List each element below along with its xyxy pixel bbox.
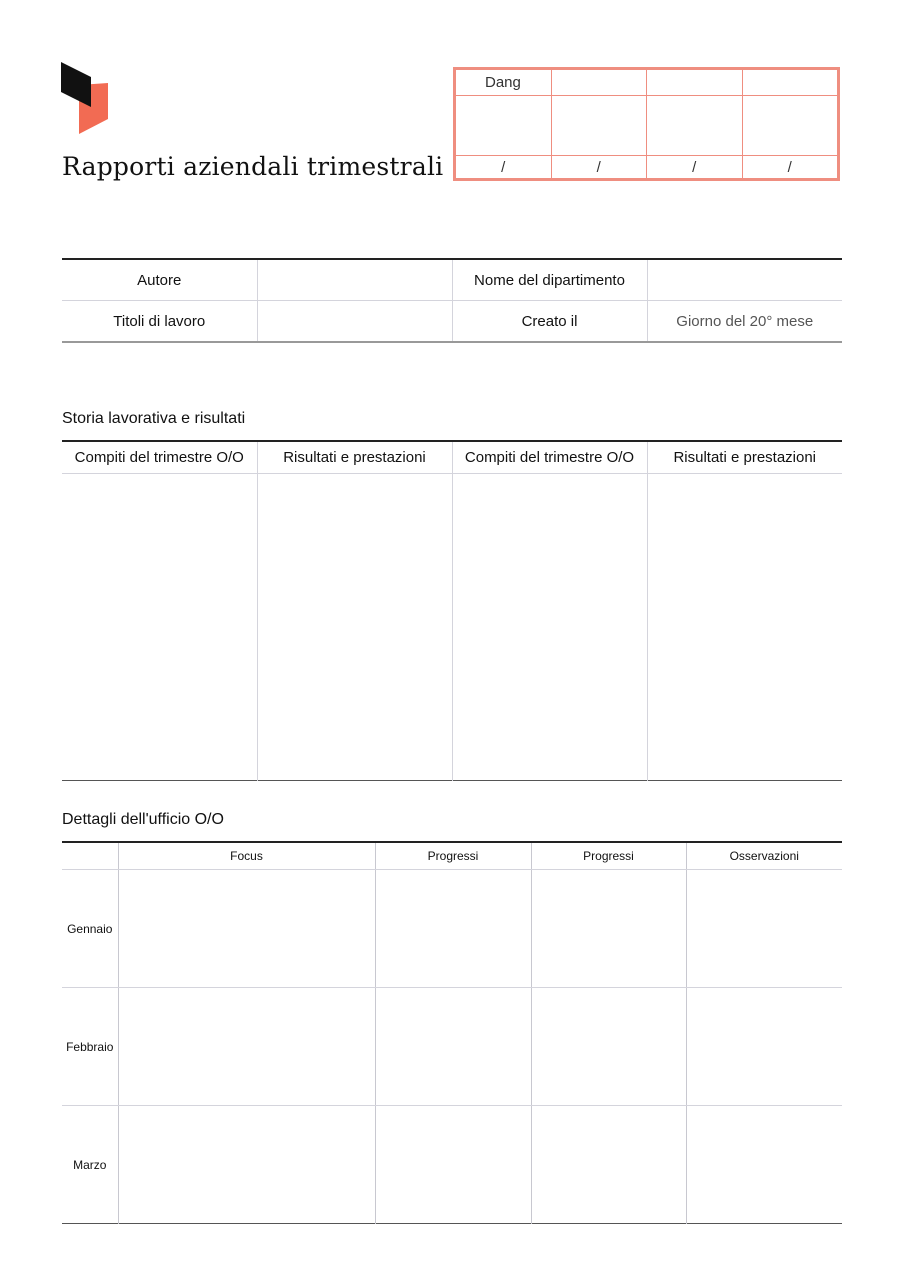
office-cell[interactable] xyxy=(686,1106,842,1224)
signature-cell[interactable] xyxy=(742,96,838,156)
history-section-title: Storia lavorativa e risultati xyxy=(62,410,246,427)
office-table xyxy=(62,841,842,1224)
office-section-title: Dettagli dell'ufficio O/O xyxy=(62,811,224,828)
office-col-header: Progressi xyxy=(531,842,686,870)
office-cell[interactable] xyxy=(375,1106,531,1224)
job-title-label: Titoli di lavoro xyxy=(113,312,206,330)
office-cell[interactable] xyxy=(531,870,686,988)
created-label: Creato il xyxy=(452,301,647,343)
office-cell[interactable] xyxy=(375,870,531,988)
office-cell[interactable] xyxy=(686,870,842,988)
history-col-header: Compiti del trimestre O/O xyxy=(452,441,647,474)
office-cell[interactable] xyxy=(531,988,686,1106)
author-field[interactable] xyxy=(257,259,452,301)
approval-cell[interactable] xyxy=(647,70,743,96)
date-mark[interactable]: / xyxy=(647,156,743,179)
office-col-header xyxy=(62,842,118,870)
approval-label: Dang xyxy=(456,70,552,96)
history-cell[interactable] xyxy=(452,474,647,781)
history-col-header: Risultati e prestazioni xyxy=(257,441,452,474)
job-title-field[interactable] xyxy=(257,301,452,343)
created-field[interactable]: Giorno del 20° mese xyxy=(647,301,842,343)
office-col-header: Osservazioni xyxy=(686,842,842,870)
author-label: Autore xyxy=(62,259,257,301)
office-cell[interactable] xyxy=(118,1106,375,1224)
department-field[interactable] xyxy=(647,259,842,301)
signature-cell[interactable] xyxy=(647,96,743,156)
office-cell[interactable] xyxy=(375,988,531,1106)
approval-cell[interactable] xyxy=(551,70,647,96)
signature-cell[interactable] xyxy=(456,96,552,156)
approval-cell[interactable] xyxy=(742,70,838,96)
office-col-header: Focus xyxy=(118,842,375,870)
office-cell[interactable] xyxy=(531,1106,686,1224)
signature-cell[interactable] xyxy=(551,96,647,156)
history-table xyxy=(62,440,842,781)
history-cell[interactable] xyxy=(647,474,842,781)
month-label: Febbraio xyxy=(62,988,118,1106)
history-cell[interactable] xyxy=(62,474,257,781)
history-col-header: Compiti del trimestre O/O xyxy=(62,441,257,474)
history-cell[interactable] xyxy=(257,474,452,781)
office-cell[interactable] xyxy=(118,988,375,1106)
history-col-header: Risultati e prestazioni xyxy=(647,441,842,474)
document-title: Rapporti aziendali trimestrali xyxy=(62,152,444,181)
date-mark[interactable]: / xyxy=(551,156,647,179)
office-cell[interactable] xyxy=(118,870,375,988)
month-label: Marzo xyxy=(73,1157,107,1172)
date-mark[interactable]: / xyxy=(456,156,552,179)
approval-box xyxy=(453,67,840,181)
office-cell[interactable] xyxy=(686,988,842,1106)
month-label: Gennaio xyxy=(62,870,118,988)
office-col-header: Progressi xyxy=(375,842,531,870)
company-logo xyxy=(61,62,109,134)
info-table xyxy=(62,258,842,343)
department-label: Nome del dipartimento xyxy=(452,259,647,301)
date-mark[interactable]: / xyxy=(742,156,838,179)
